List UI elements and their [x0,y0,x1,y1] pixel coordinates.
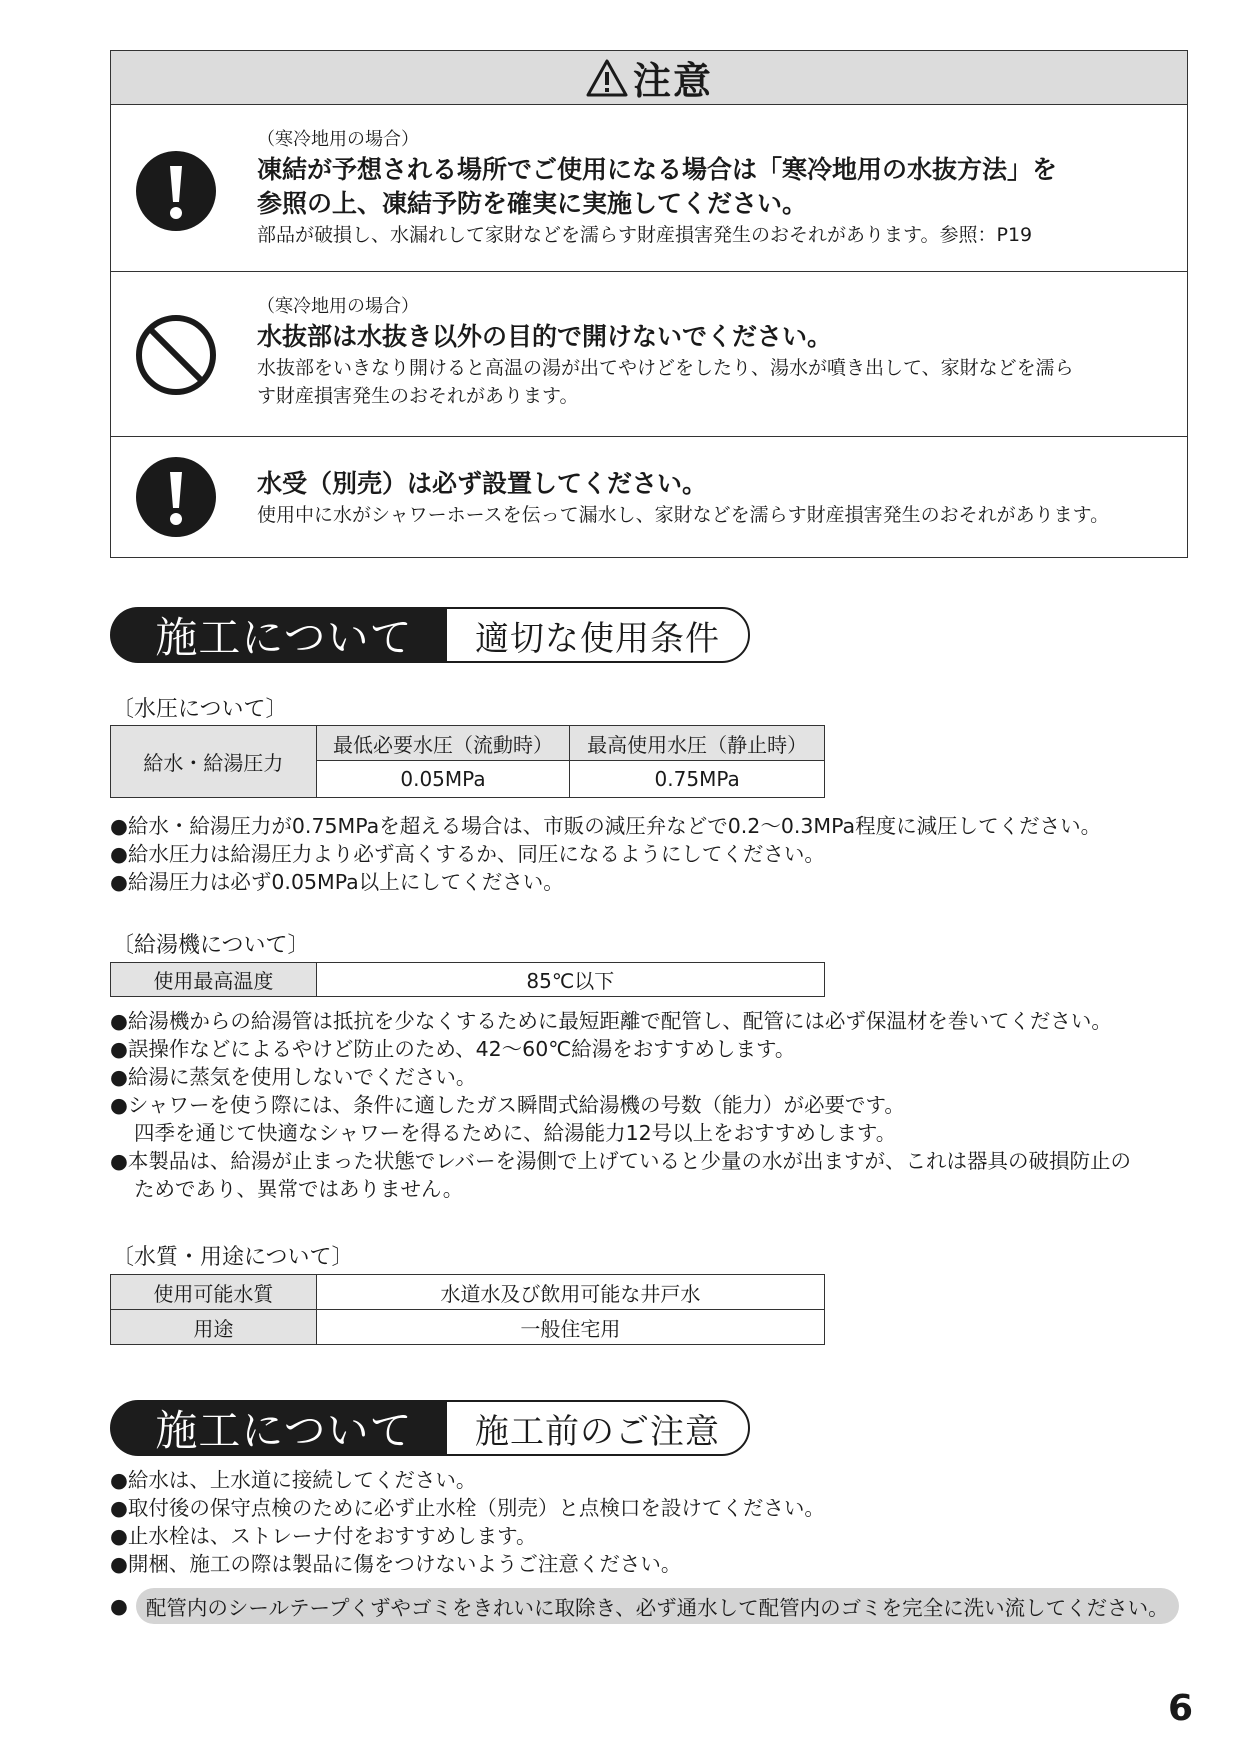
water-pressure-table [110,725,825,798]
section-pill: 施工について [110,607,458,663]
bullet-item: ●給湯に蒸気を使用しないでください。 [110,1065,477,1089]
caution-title-text: 注意 [632,59,713,103]
quality-value: 水道水及び飲用可能な井戸水 [316,1275,824,1310]
caution-item-text [257,294,1167,410]
bullet-item: ●誤操作などによるやけど防止のため、42〜60℃給湯をおすすめします。 [110,1037,796,1061]
bullet-item: ●給湯機からの給湯管は抵抗を少なくするために最短距離で配管し、配管には必ず保温材を巻いてください。 [110,1009,1112,1033]
bullet-item: ●本製品は、給湯が止まった状態でレバーを湯側で上げていると少量の水が出ますが、これは器具の破損防止の [110,1149,1131,1173]
highlight-text: 配管内のシールテープくずやゴミをきれいに取除き、必ず通水して配管内のゴミを完全に洗い流してください。 [136,1588,1179,1624]
section-pill: 施工について [110,1400,458,1456]
caution-note: （寒冷地用の場合） [257,296,419,317]
heater-value: 85℃以下 [316,963,824,997]
caution-desc: 部品が破損し、水漏れして家財などを濡らす財産損害発生のおそれがあります。参照：P19 [257,224,1033,246]
bullet-item: ●止水栓は、ストレーナ付をおすすめします。 [110,1524,537,1548]
bullet-mark: ● [110,1594,128,1618]
heater-table [110,962,825,997]
quality-table [110,1274,825,1345]
bullet-item: 四季を通じて快適なシャワーを得るために、給湯能力12号以上をおすすめします。 [134,1121,897,1145]
caution-item [111,105,1187,272]
caution-note: （寒冷地用の場合） [257,129,419,150]
highlight-bullet [110,1588,1179,1624]
caution-desc: 使用中に水がシャワーホースを伝って漏水し、家財などを濡らす財産損害発生のおそれがあります。 [257,504,1110,526]
usage-label: 用途 [111,1310,317,1345]
caution-item [111,437,1187,556]
caution-strong: 水受（別売）は必ず設置してください。 [257,469,708,498]
caution-header [111,51,1187,105]
prohibition-icon [133,312,219,398]
caution-item [111,272,1187,437]
exclamation-icon [133,148,219,234]
caution-title [585,50,713,105]
pressure-max-value: 0.75MPa [570,761,825,798]
bullet-item: ●給水圧力は給湯圧力より必ず高くするか、同圧になるようにしてください。 [110,842,825,866]
section-header-conditions [110,607,750,663]
usage-value: 一般住宅用 [316,1310,824,1345]
bullet-item: ためであり、異常ではありません。 [134,1177,464,1201]
heater-heading: 〔給湯機について〕 [112,933,310,958]
exclamation-icon [133,454,219,540]
bullet-item: ●シャワーを使う際には、条件に適したガス瞬間式給湯機の号数（能力）が必要です。 [110,1093,905,1117]
bullet-item: ●給水は、上水道に接続してください。 [110,1468,477,1492]
pressure-bullets [110,812,1101,896]
bullet-item: ●取付後の保守点検のために必ず止水栓（別売）と点検口を設けてください。 [110,1496,825,1520]
section-header-precautions [110,1400,750,1456]
caution-box [110,50,1188,558]
quality-heading: 〔水質・用途について〕 [112,1245,354,1270]
caution-desc: 水抜部をいきなり開けると高温の湯が出てやけどをしたり、湯水が噴き出して、家財などを濡ら [257,357,1074,379]
pressure-row-label: 給水・給湯圧力 [111,726,317,798]
bullet-item: ●給水・給湯圧力が0.75MPaを超える場合は、市販の減圧弁などで0.2〜0.3MPa程度に減圧してください。 [110,814,1102,838]
caution-item-text [257,467,1167,529]
pressure-min-value: 0.05MPa [316,761,570,798]
heater-label: 使用最高温度 [111,963,317,997]
precaution-bullets [110,1466,825,1578]
section-subtitle: 適切な使用条件 [445,607,750,663]
water-pressure-heading: 〔水圧について〕 [112,697,288,722]
heater-bullets [110,1007,1131,1203]
warning-triangle-icon [585,58,629,98]
page-number: 6 [1168,1688,1194,1729]
caution-strong: 凍結が予想される場所でご使用になる場合は「寒冷地用の水抜方法」を [257,155,1058,184]
caution-desc: す財産損害発生のおそれがあります。 [257,385,579,407]
caution-strong: 水抜部は水抜き以外の目的で開けないでください。 [257,322,833,351]
caution-item-text [257,127,1167,249]
bullet-item: ●開梱、施工の際は製品に傷をつけないようご注意ください。 [110,1552,682,1576]
section-subtitle: 施工前のご注意 [445,1400,750,1456]
pressure-col-max: 最高使用水圧（静止時） [570,726,825,761]
bullet-item: ●給湯圧力は必ず0.05MPa以上にしてください。 [110,870,564,894]
quality-label: 使用可能水質 [111,1275,317,1310]
caution-strong: 参照の上、凍結予防を確実に実施してください。 [257,189,808,218]
pressure-col-min: 最低必要水圧（流動時） [316,726,570,761]
